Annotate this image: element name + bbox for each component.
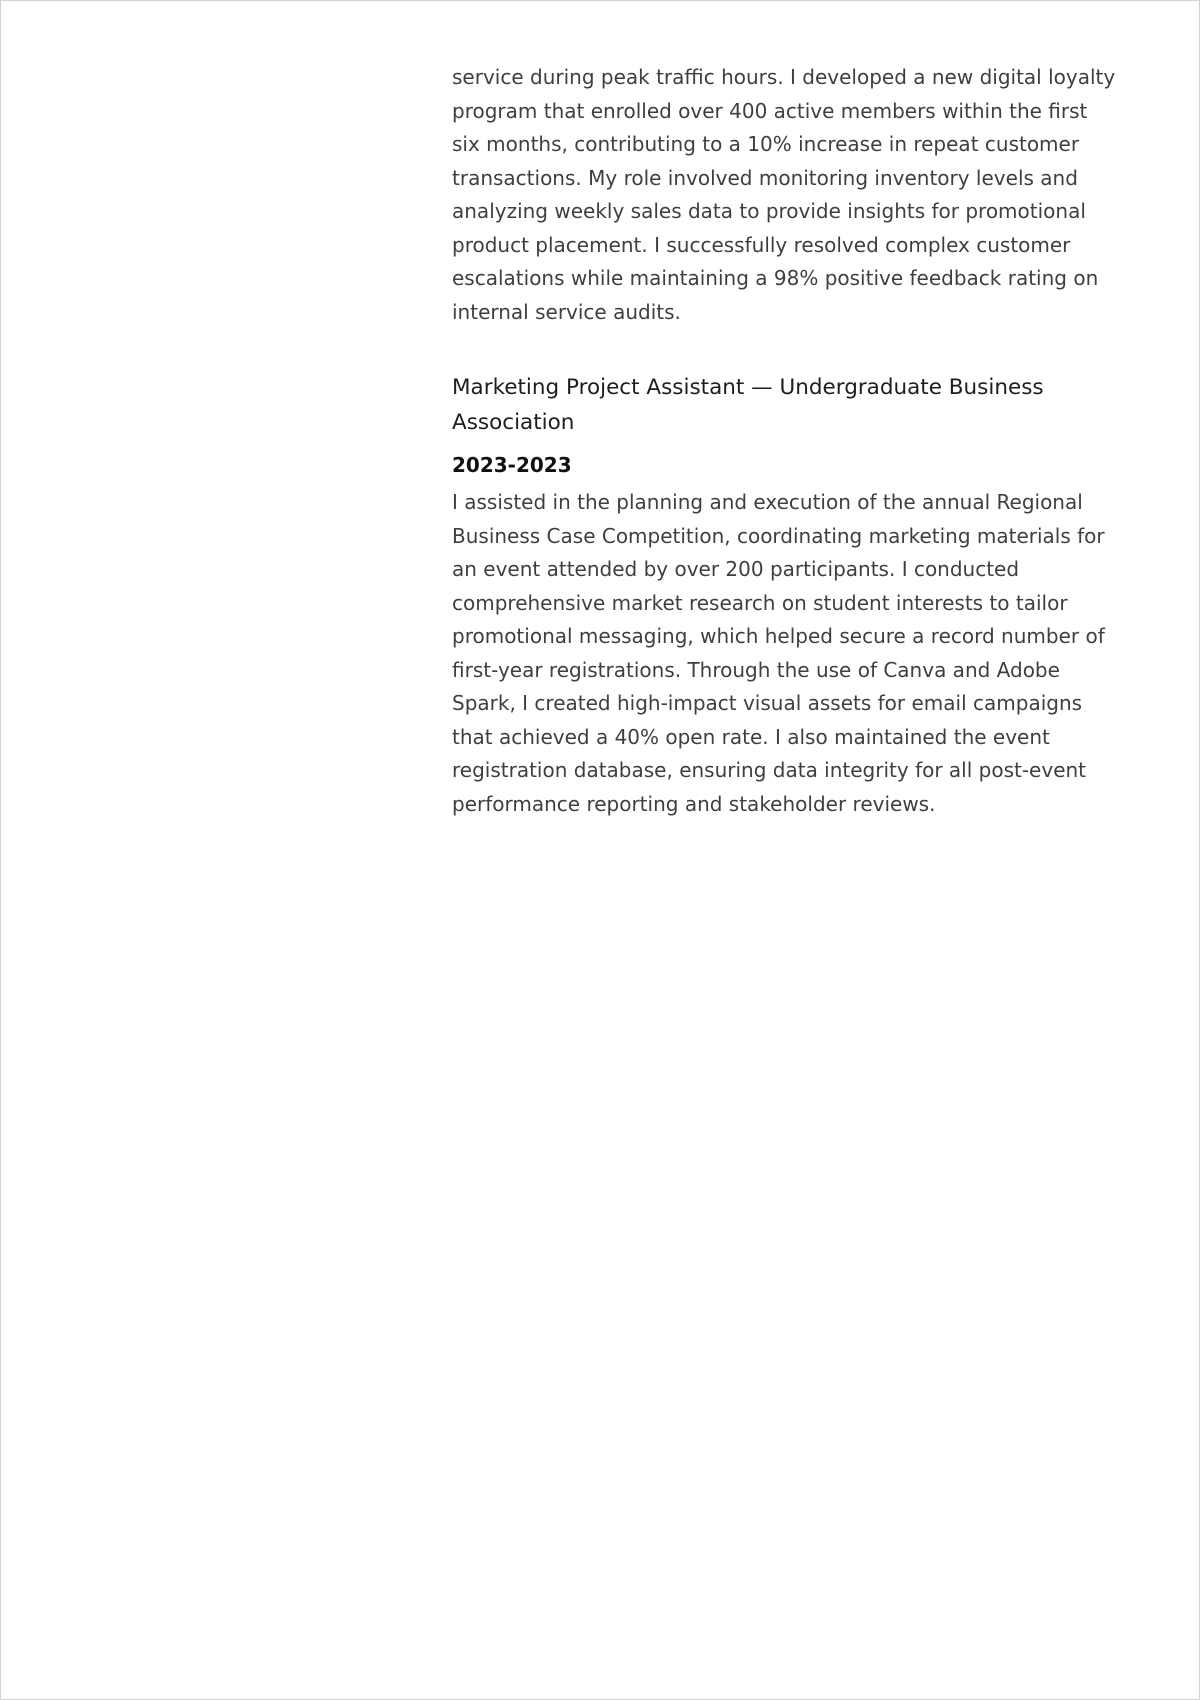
experience-section xyxy=(452,61,1117,821)
job-title: Marketing Project Assistant — Undergraduate Business Association xyxy=(452,375,1044,435)
experience-entry xyxy=(452,370,1117,821)
job-dates: 2023-2023 xyxy=(452,453,572,477)
previous-job-description: service during peak traffic hours. I developed a new digital loyalty program that enrolled over 400 active members within the first six months, contributing to a 10% increase in repeat customer transactions. My role involved monitoring inventory levels and analyzing weekly sales data to provide insights for promotional product placement. I successfully resolved complex customer escalations while maintaining a 98% positive feedback rating on internal service audits. xyxy=(452,65,1116,324)
job-description: I assisted in the planning and execution of the annual Regional Business Case Competition, coordinating marketing materials for an event attended by over 200 participants. I conducted comprehensive market research on student interests to tailor promotional messaging, which helped secure a record number of first-year registrations. Through the use of Canva and Adobe Spark, I created high-impact visual assets for email campaigns that achieved a 40% open rate. I also maintained the event registration database, ensuring data integrity for all post-event performance reporting and stakeholder reviews. xyxy=(452,490,1105,816)
